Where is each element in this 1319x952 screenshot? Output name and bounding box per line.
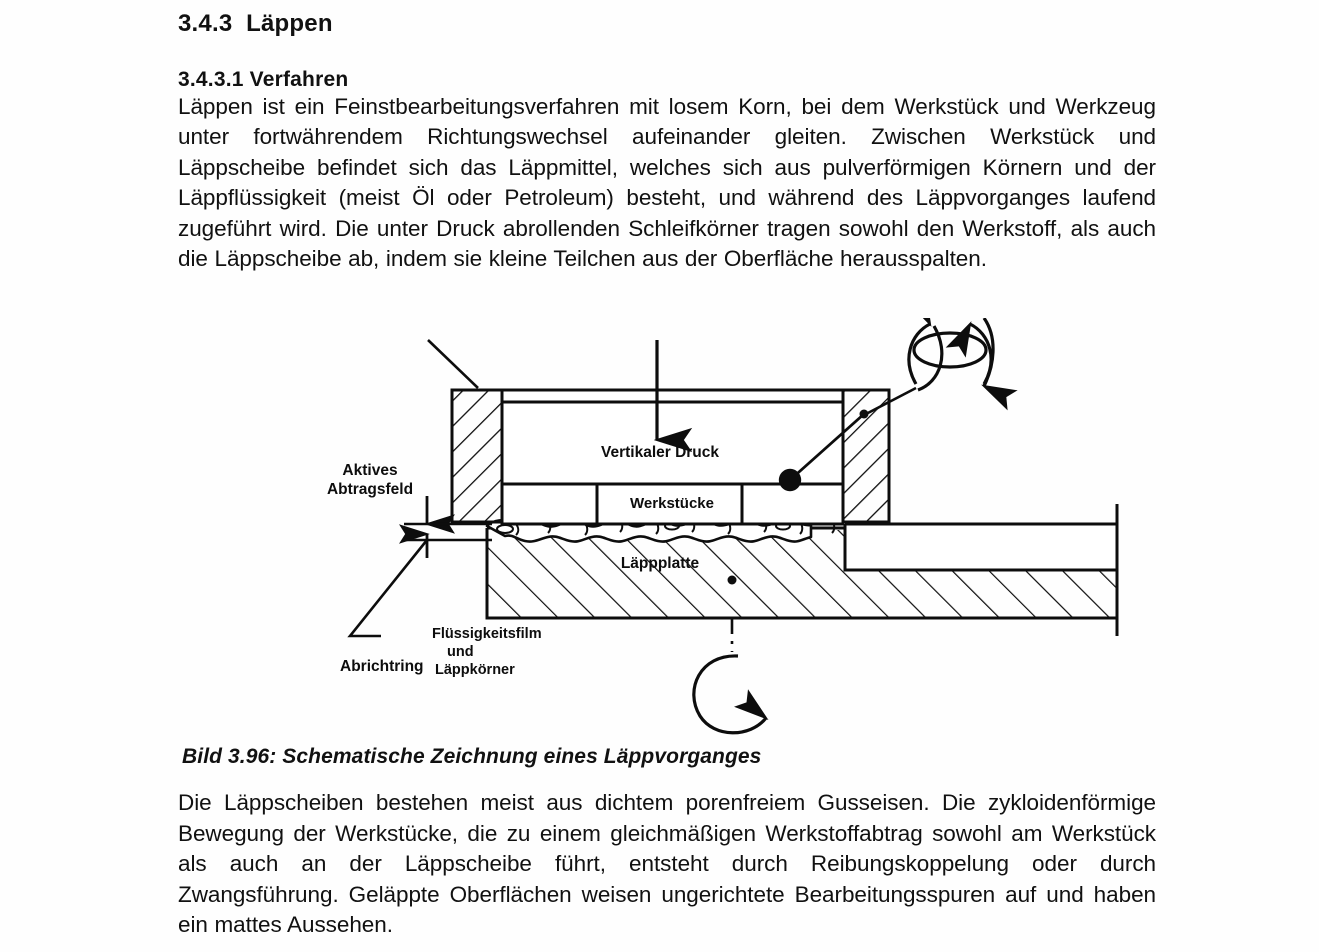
section-heading <box>178 0 1156 39</box>
label-fluessigkeitsfilm-line2: und <box>447 644 474 660</box>
leader-fluessigkeitsfilm <box>350 540 427 636</box>
subsection-heading <box>178 39 1156 92</box>
subsection-number: 3.4.3.1 <box>178 67 244 91</box>
label-aktives-line2: Abtragsfeld <box>326 481 414 498</box>
label-abrichtring: Abrichtring <box>340 658 424 675</box>
section-number: 3.4.3 <box>178 10 233 37</box>
label-fluessigkeitsfilm-line1: Flüssigkeitsfilm <box>432 626 542 642</box>
section-title: Läppen <box>246 10 333 37</box>
figure-laeppvorgang <box>0 318 1319 738</box>
document-text-column <box>178 0 1156 275</box>
abrichtring-right-post <box>843 390 889 522</box>
figure-caption: Bild 3.96: Schematische Zeichnung eines Läppvorganges <box>182 745 762 768</box>
figure-caption-wrap <box>182 745 1082 769</box>
figure-schematic-drawing <box>0 318 1319 738</box>
label-vertikaler-druck: Vertikaler Druck <box>600 444 720 461</box>
paragraph-closing: Die Läppscheiben bestehen meist aus dichtem porenfreiem Gusseisen. Die zykloidenförmige Bewegung der Werkstücke, die zu einem gleichmäßigen Werkstoffabtrag sowohl am Werkstück als auch an der Läppscheibe führt, entsteht durch Reibungskoppelung oder durch Zwangsführung. Geläppte Oberflächen weisen ungerichtete Bearbeitungsspuren auf und haben ein mattes Aussehen. <box>178 790 1156 937</box>
rotation-symbol-bottom <box>694 618 766 733</box>
leader-laeppplatte-pointer <box>728 576 737 585</box>
label-aktives-line1: Aktives <box>342 462 398 479</box>
label-werkstuecke: Werkstücke <box>630 495 714 512</box>
paragraph-intro: Läppen ist ein Feinstbearbeitungsverfahren mit losem Korn, bei dem Werkstück und Werkzeug unter fortwährendem Richtungswechsel aufeinander gleiten. Zwischen Werkstück und Läppscheibe befindet sich das Läppmittel, welches sich aus pulverförmigen Körnern und der Läppflüssigkeit (meist Öl oder Petroleum) besteht, und während des Läppvorganges laufend zugeführt wird. Die unter Druck abrollenden Schleifkörner tragen sowohl den Werkstoff, als auch die Läppscheibe ab, indem sie kleine Teilchen aus der Oberfläche herausspalten. <box>178 93 1156 272</box>
subsection-title: Verfahren <box>249 67 349 91</box>
label-laeppplatte: Läppplatte <box>620 555 700 572</box>
leader-abrichtring <box>428 340 478 388</box>
label-fluessigkeitsfilm-line3: Läppkörner <box>435 662 515 678</box>
rotation-symbol-top <box>909 318 993 390</box>
document-text-column-lower <box>178 788 1156 941</box>
abrichtring-left-post <box>452 390 502 522</box>
